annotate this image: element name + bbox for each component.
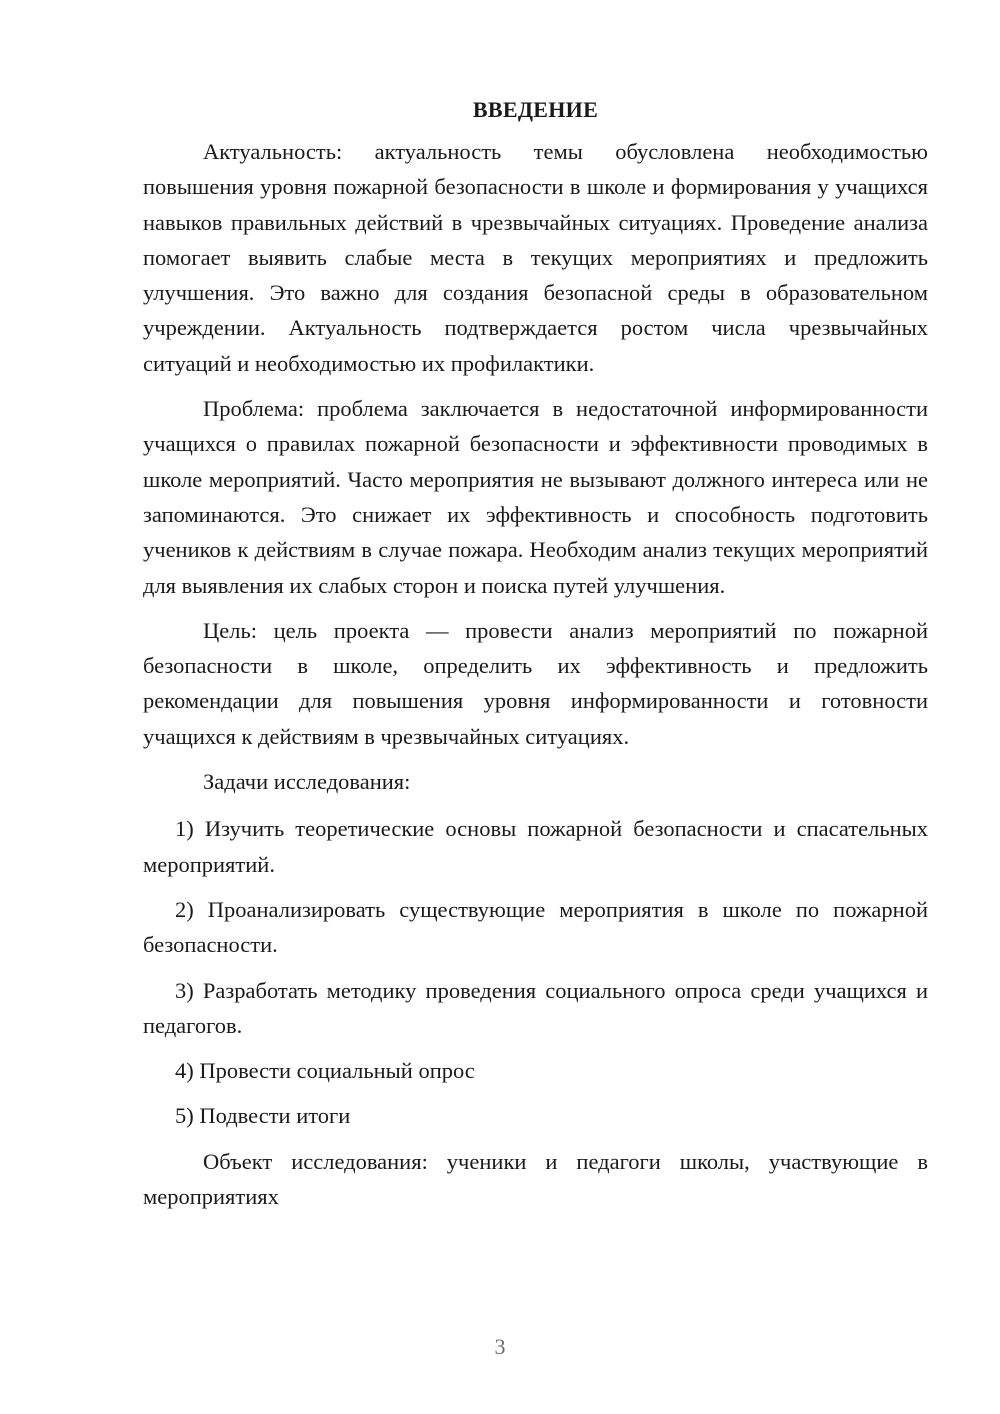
page-number: 3 (494, 1334, 506, 1359)
tasks-label: Задачи исследования: (203, 769, 411, 795)
task-item-2: 2) Проанализировать существующие мероприятия в школе по пожарной безопасности. (143, 896, 928, 958)
section-heading: ВВЕДЕНИЕ (472, 97, 599, 122)
task-item-5: 5) Подвести итоги (175, 1103, 351, 1129)
object-paragraph: Объект исследования: ученики и педагоги школы, участвующие в мероприятиях (143, 1148, 928, 1210)
relevance-paragraph: Актуальность: актуальность темы обусловлена необходимостью повышения уровня пожарной безопасности в школе и формирования у учащихся навыков правильных действий в чрезвычайных ситуациях. Проведение анализа помогает выявить слабые места в текущих мероприятиях и предложить улучшения. Это важно для создания безопасной среды в образовательном учреждении. Актуальность подтверждается ростом числа чрезвычайных ситуаций и необходимостью их профилактики. (143, 139, 928, 376)
task-item-1: 1) Изучить теоретические основы пожарной безопасности и спасательных мероприятий. (143, 816, 928, 877)
problem-paragraph: Проблема: проблема заключается в недостаточной информированности учащихся о правилах пожарной безопасности и эффективности проводимых в школе мероприятий. Часто мероприятия не вызывают должного интереса или не запоминаются. Это снижает их эффективность и способность подготовить учеников к действиям в случае пожара. Необходим анализ текущих мероприятий для выявления их слабых сторон и поиска путей улучшения. (143, 396, 928, 598)
task-item-4: 4) Провести социальный опрос (175, 1058, 475, 1084)
document-page (143, 92, 928, 1224)
goal-paragraph: Цель: цель проекта — провести анализ мероприятий по пожарной безопасности в школе, определить их эффективность и предложить рекомендации для повышения уровня информированности и готовности учащихся к действиям в чрезвычайных ситуациях. (143, 617, 928, 749)
task-item-3: 3) Разработать методику проведения социального опроса среди учащихся и педагогов. (143, 977, 928, 1038)
